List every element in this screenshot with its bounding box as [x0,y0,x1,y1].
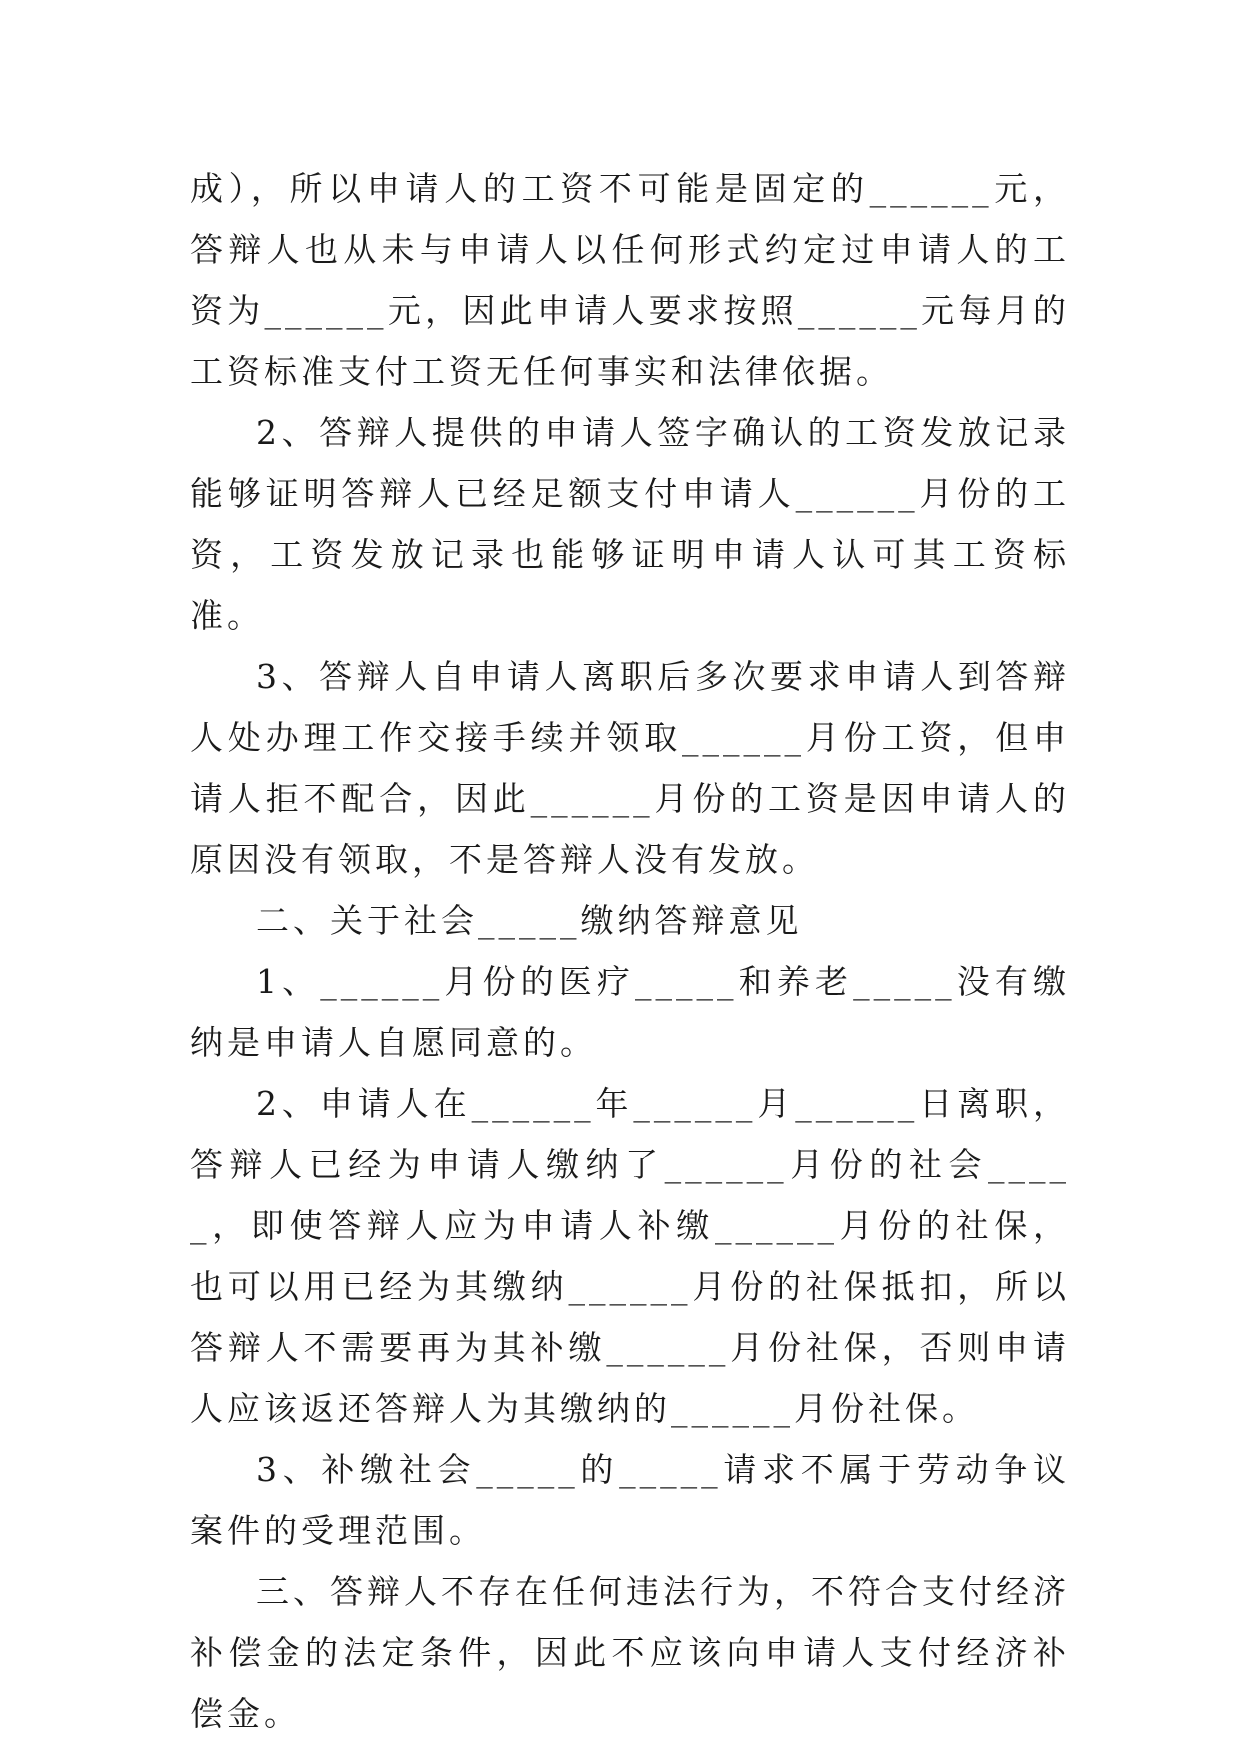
section-heading-compensation: 三、答辩人不存在任何违法行为，不符合支付经济补偿金的法定条件，因此不应该向申请人支付经济补偿金。 [190,1572,1070,1733]
paragraph-point-2-wage-records: 2、答辩人提供的申请人签字确认的工资发放记录能够证明答辩人已经足额支付申请人______月份的工资，工资发放记录也能够证明申请人认可其工资标准。 [190,413,1070,635]
paragraph-point-3-handover: 3、答辩人自申请人离职后多次要求申请人到答辩人处办理工作交接手续并领取______月份工资，但申请人拒不配合，因此______月份的工资是因申请人的原因没有领取，不是答辩人没有发放。 [190,657,1070,879]
paragraph-wage-continuation: 成），所以申请人的工资不可能是固定的______元，答辩人也从未与申请人以任何形式约定过申请人的工资为______元，因此申请人要求按照______元每月的工资标准支付工资无任何事实和法律依据。 [190,169,1070,391]
paragraph-social-point-3: 3、补缴社会_____的_____请求不属于劳动争议案件的受理范围。 [190,1450,1070,1550]
paragraph-social-point-2: 2、申请人在______年______月______日离职，答辩人已经为申请人缴纳了______月份的社会_____，即使答辩人应为申请人补缴______月份的社保，也可以用已经为其缴纳______月份的社保抵扣，所以答辩人不需要再为其补缴______月份社保，否则申请人应该返还答辩人为其缴纳的______月份社保。 [190,1084,1070,1428]
document-page [190,158,1070,1744]
section-heading-social-insurance: 二、关于社会_____缴纳答辩意见 [256,901,803,940]
paragraph-social-point-1: 1、______月份的医疗_____和养老_____没有缴纳是申请人自愿同意的。 [190,962,1070,1062]
